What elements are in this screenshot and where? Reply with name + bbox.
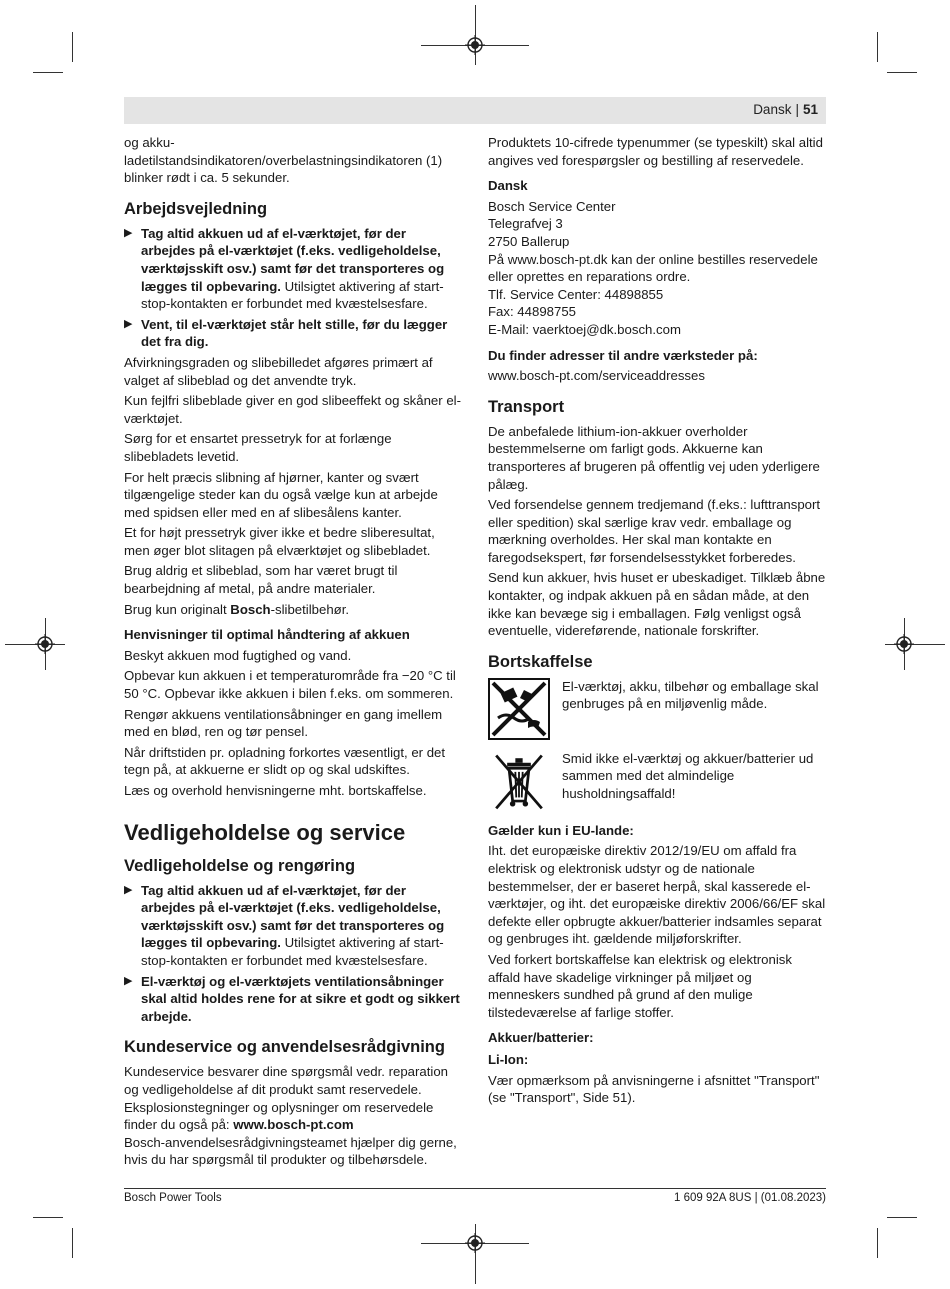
bullet-bold-text: Tag altid akkuen ud af el-værktøjet, før der arbejdes på el-værktøjet (f.eks. vedligeholdelse, værktøjsskift osv.) samt før det transporteres og lægges til opbevaring. <box>141 882 445 951</box>
page-number: 51 <box>802 102 818 117</box>
left-column <box>124 134 462 1172</box>
akkuer-label: Akkuer/batterier: <box>488 1030 594 1046</box>
paragraph: Ved forkert bortskaffelse kan elektrisk og elektronisk affald have skadelige virkninger på miljøet og menneskers sundhed på grund af den mulige tilstedeværelse af farlige stoffer. <box>488 952 792 1020</box>
bullet-bold-text: Vent, til el-værktøjet står helt stille, før du lægger det fra dig. <box>141 316 448 350</box>
paragraph: Læs og overhold henvisningerne mht. bortskaffelse. <box>124 783 427 798</box>
bortskaffelse-heading: Bortskaffelse <box>488 652 593 671</box>
eu-label: Gælder kun i EU-lande: <box>488 822 634 838</box>
header-separator: | <box>795 102 799 117</box>
crop-mark <box>877 1228 878 1258</box>
bosch-link[interactable]: www.bosch-pt.com <box>233 1117 354 1133</box>
paragraph: For helt præcis slibning af hjørner, kanter og svært tilgængelige steder kan du også vælge kun at arbejde med spidsen eller med en af slibesålens kanter. <box>124 469 438 520</box>
transport-heading: Transport <box>488 397 565 416</box>
crop-mark <box>887 72 917 73</box>
bullet-bold-text: El-værktøj og el-værktøjets ventilationsåbninger skal altid holdes rene for at sikre et godt og sikkert arbejde. <box>141 973 460 1024</box>
recycling-icon <box>488 678 550 740</box>
waste-bin-row <box>488 750 826 812</box>
bosch-brand: Bosch <box>230 601 271 617</box>
bullet-item <box>124 973 462 1026</box>
bullet-triangle-icon: ▶ <box>124 974 133 987</box>
paragraph: Bosch-anvendelsesrådgivningsteamet hjælper dig gerne, hvis du har spørgsmål til produkter og tilbehørsdele. <box>124 1134 457 1168</box>
intro-paragraph: og akku-ladetilstandsindikatoren/overbelastningsindikatoren (1) blinker rødt i ca. 5 sekunder. <box>124 135 443 186</box>
paragraph: Vær opmærksom på anvisningerne i afsnittet "Transport" (se "Transport", Side 51). <box>488 1072 820 1106</box>
paragraph: Produktets 10-cifrede typenummer (se typeskilt) skal altid angives ved forespørgsler og bestilling af reservedele. <box>488 135 823 168</box>
footer-doc-id: 1 609 92A 8US | (01.08.2023) <box>674 1192 826 1204</box>
header-text <box>753 102 818 117</box>
bullet-text: Utilsigtet aktivering af start-stop-kontakten er forbundet med kvæstelsesfare. <box>141 278 444 312</box>
paragraph <box>124 1063 462 1133</box>
paragraph: Sørg for et ensartet pressetryk for at forlænge slibebladets levetid. <box>124 431 392 464</box>
fax-line: Fax: 44898755 <box>488 304 576 320</box>
k1-text: Kundeservice besvarer dine spørgsmål vedr. reparation og vedligeholdelse af dit produkt samt reservedele. Eksplosionstegninger og oplysninger om reservedele finder du også på: <box>124 1064 448 1133</box>
page-header <box>124 97 826 124</box>
bullet-item <box>124 882 462 970</box>
address-line: 2750 Ballerup <box>488 233 570 249</box>
registration-mark-icon <box>894 634 914 654</box>
waste-bin-text: Smid ikke el-værktøj og akkuer/batterier ud sammen med det almindelige husholdningsaffald! <box>562 750 814 802</box>
service-heading: Vedligeholdelse og service <box>124 819 406 845</box>
dansk-label: Dansk <box>488 178 528 194</box>
henvisninger-heading: Henvisninger til optimal håndtering af akkuen <box>124 627 410 643</box>
registration-mark-icon <box>465 35 485 55</box>
crossed-bin-icon <box>488 750 550 812</box>
phone-line: Tlf. Service Center: 44898855 <box>488 286 664 302</box>
p7-pre: Brug kun originalt <box>124 601 231 617</box>
recycling-row <box>488 678 826 740</box>
paragraph: Afvirkningsgraden og slibebilledet afgøres primært af valget af slibeblad og det anvendte tryk. <box>124 354 433 388</box>
p7-post: -slibetilbehør. <box>270 601 350 617</box>
adresser-url[interactable]: www.bosch-pt.com/serviceaddresses <box>488 368 705 384</box>
paragraph: Ved forsendelse gennem tredjemand (f.eks.: lufttransport eller spedition) skal særlige krav vedr. emballage og mærkning overholdes. Her skal man kontakte en faregodsekspert, før forsendelsesstykket forberedes. <box>488 497 821 565</box>
paragraph <box>124 601 462 619</box>
crop-mark <box>887 1217 917 1218</box>
footer-divider <box>124 1188 826 1189</box>
paragraph: Opbevar kun akkuen i et temperaturområde fra −20 °C til 50 °C. Opbevar ikke akkuen i bilen f.eks. om sommeren. <box>124 668 456 702</box>
bullet-item <box>124 225 462 313</box>
arbejdsvejledning-heading: Arbejdsvejledning <box>124 199 268 218</box>
adresser-label: Du finder adresser til andre værksteder på: <box>488 347 758 363</box>
paragraph: Iht. det europæiske direktiv 2012/19/EU om affald fra elektrisk og elektronisk udstyr og de nationale bestemmelser, der er baseret herpå, skal kasserede el-værktøjer, og iht. det europæiske direktiv 2006/66/EF skal defekte eller opbrugte akkuer/batterier indsamles separat og genbruges iht. gældende miljøforskrifter. <box>488 843 826 947</box>
liion-label: Li-Ion: <box>488 1051 529 1067</box>
bullet-triangle-icon: ▶ <box>124 317 133 330</box>
address-line: På www.bosch-pt.dk kan der online bestilles reservedele eller oprettes en reparations ordre. <box>488 251 818 285</box>
crop-mark <box>72 1228 73 1258</box>
footer-brand: Bosch Power Tools <box>124 1192 222 1204</box>
bullet-triangle-icon: ▶ <box>124 883 133 896</box>
paragraph: Rengør akkuens ventilationsåbninger en gang imellem med en blød, ren og tør pensel. <box>124 706 443 740</box>
bullet-bold-text: Tag altid akkuen ud af el-værktøjet, før der arbejdes på el-værktøjet (f.eks. vedligeholdelse, værktøjsskift osv.) samt før det transporteres og lægges til opbevaring. <box>141 225 445 294</box>
paragraph: Kun fejlfri slibeblade giver en god slibeeffekt og skåner el-værktøjet. <box>124 393 461 426</box>
email-line: E-Mail: vaerktoej@dk.bosch.com <box>488 321 681 337</box>
paragraph: Et for højt pressetryk giver ikke et bedre sliberesultat, men øger blot slitagen på elværktøjet og slibebladet. <box>124 525 435 558</box>
paragraph: Beskyt akkuen mod fugtighed og vand. <box>124 647 352 663</box>
rengoring-heading: Vedligeholdelse og rengøring <box>124 856 356 875</box>
crop-mark <box>33 72 63 73</box>
paragraph: Når driftstiden pr. opladning forkortes væsentligt, er det tegn på, at akkuerne er slidt op og skal udskiftes. <box>124 744 446 778</box>
bullet-triangle-icon: ▶ <box>124 226 133 239</box>
registration-mark-icon <box>465 1233 485 1253</box>
crop-mark <box>33 1217 63 1218</box>
paragraph: Send kun akkuer, hvis huset er ubeskadiget. Tilklæb åbne kontakter, og indpak akkuen på en sådan måde, at den ikke kan bevæge sig i emballagen. Følg venligst også eventuelle, videreførende, nationale forskrifter. <box>488 570 826 639</box>
address-line: Bosch Service Center <box>488 198 616 214</box>
bullet-text: Utilsigtet aktivering af start-stop-kontakten er forbundet med kvæstelsesfare. <box>141 935 444 968</box>
kundeservice-heading: Kundeservice og anvendelsesrådgivning <box>124 1038 445 1057</box>
header-language: Dansk <box>753 102 792 117</box>
address-line: Telegrafvej 3 <box>488 216 563 232</box>
crop-mark <box>72 32 73 62</box>
paragraph: De anbefalede lithium-ion-akkuer overholder bestemmelserne om farligt gods. Akkuerne kan transporteres af brugeren på offentlig vej uden yderligere pålæg. <box>488 423 820 492</box>
crop-mark <box>877 32 878 62</box>
bullet-item <box>124 316 462 351</box>
registration-mark-icon <box>35 634 55 654</box>
right-column <box>488 134 826 1110</box>
recycling-text: El-værktøj, akku, tilbehør og emballage skal genbruges på en miljøvenlig måde. <box>562 678 819 712</box>
paragraph: Brug aldrig et slibeblad, som har været brugt til bearbejdning af metal, på andre materialer. <box>124 563 398 597</box>
